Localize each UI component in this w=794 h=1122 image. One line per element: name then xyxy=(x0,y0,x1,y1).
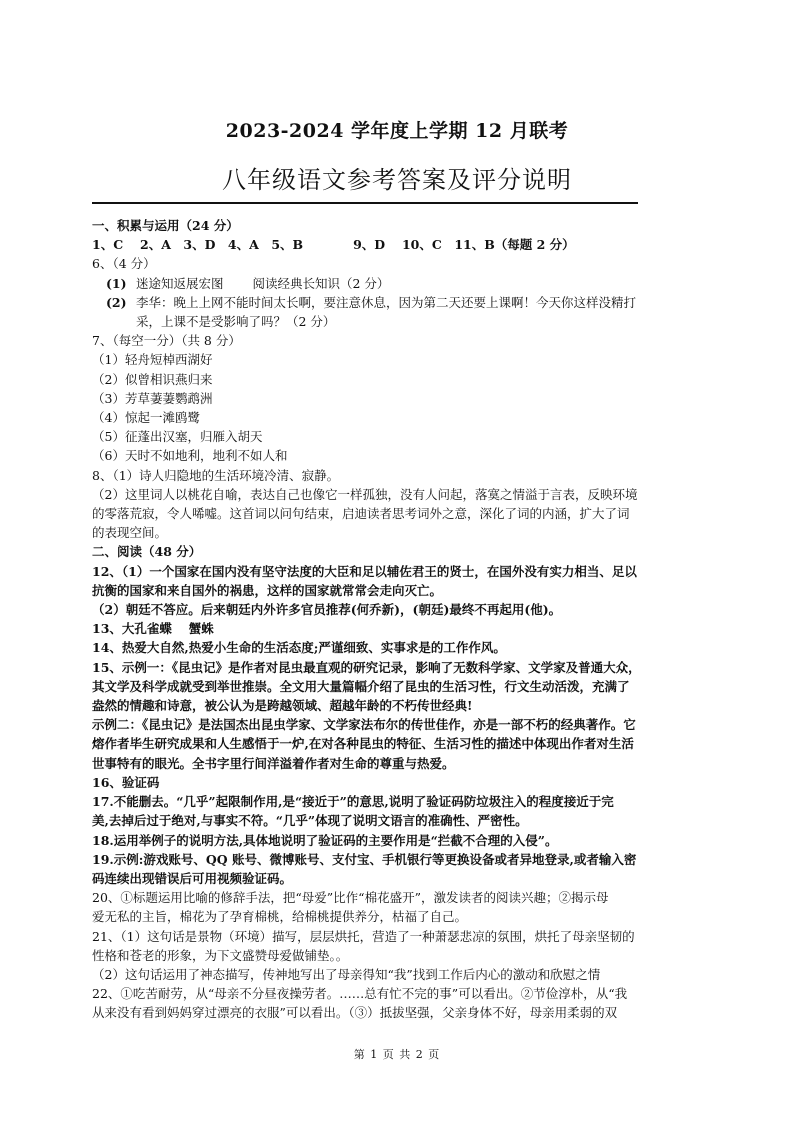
answer-q21-2: （2）这句话运用了神态描写，传神地写出了母亲得知“我”找到工作后内心的激动和欣慰之情 xyxy=(92,966,601,982)
title-divider xyxy=(92,202,638,204)
exam-title: 2023-2024 学年度上学期 12 月联考 xyxy=(225,120,569,142)
section-heading-reading: 二、阅读（48 分） xyxy=(92,544,202,560)
answer-q15-example2-cont: 熔作者毕生研究成果和人生感悟于一炉,在对各种昆虫的特征、生活习性的描述中体现出作者对生活 xyxy=(92,736,634,752)
answer-q7-5: （5）征蓬出汉塞，归雁入胡天 xyxy=(92,429,263,445)
answer-q12-2: （2）朝廷不答应。后来朝廷内外许多官员推荐(何乔新)，(朝廷)最终不再起用(他)。 xyxy=(92,602,562,618)
answer-q22: 22、①吃苦耐劳，从“母亲不分昼夜操劳者。……总有忙不完的事”可以看出。②节俭淳朴，从“我 xyxy=(92,986,628,1002)
item-number: (1) xyxy=(106,275,127,291)
answer-q20: 20、①标题运用比喻的修辞手法，把“母爱”比作“棉花盛开”，激发读者的阅读兴趣；②揭示母 xyxy=(92,890,609,906)
answer-q15-cont: 其文学及科学成就受到举世推崇。全文用大量篇幅介绍了昆虫的生活习性，行文生动活泼，充满了 xyxy=(92,678,630,694)
answer-q12-1-cont: 抗衡的国家和来自国外的祸患，这样的国家就常常会走向灭亡。 xyxy=(92,582,443,598)
answer-q15-example2-cont: 世事特有的眼光。全书字里行间洋溢着作者对生命的尊重与热爱。 xyxy=(92,755,455,771)
answer-q8-2: （2）这里词人以桃花自喻，表达自己也像它一样孤独，没有人问起，落寞之情溢于言表，反映环境 xyxy=(92,486,638,502)
answer-q19: 19.示例:游戏账号、QQ 账号、微博账号、支付宝、手机银行等更换设备或者异地登录,或者输入密 xyxy=(92,851,637,867)
answer-q7-1: （1）轻舟短棹西湖好 xyxy=(92,352,213,368)
answer-q21-1-cont: 性格和苍老的形象，为下文盛赞母爱做铺垫。。 xyxy=(92,947,349,963)
answer-q20-cont: 爱无私的主旨，棉花为了孕育棉桃，给棉桃提供养分，枯福了自己。 xyxy=(92,909,468,925)
answer-q17-cont: 美,去掉后过于绝对,与事实不符。“几乎”体现了说明文语言的准确性、严密性。 xyxy=(92,813,528,829)
answer-q13: 13、大孔雀蝶 蟹蛛 xyxy=(92,621,214,637)
answer-q14: 14、热爱大自然,热爱小生命的生活态度;严谨细致、实事求是的工作作风。 xyxy=(92,640,506,656)
answer-q6-2-cont: 采，上课不是受影响了吗？（2 分） xyxy=(136,314,336,330)
answer-q7-2: （2）似曾相识燕归来 xyxy=(92,371,213,387)
answer-q7-6: （6）天时不如地利，地利不如人和 xyxy=(92,448,288,464)
answer-q6-2 xyxy=(92,293,704,312)
answer-content xyxy=(92,216,704,1023)
section-heading-accumulation: 一、积累与运用（24 分） xyxy=(92,218,239,233)
answer-q16: 16、验证码 xyxy=(92,774,160,790)
answer-q22-cont: 从来没有看到妈妈穿过漂亮的衣服”可以看出。（③）抵拔坚强，父亲身体不好，母亲用柔弱的双 xyxy=(92,1005,618,1021)
answer-q8-1: 8、（1）诗人归隐地的生活环境冷清、寂静。 xyxy=(92,467,340,483)
item-number: (2) xyxy=(106,294,127,310)
answer-q15: 15、示例一：《昆虫记》是作者对昆虫最直观的研究记录，影响了无数科学家、文学家及普通大众， xyxy=(92,659,641,675)
item-text: 迷途知返展宏图 阅读经典长知识（2 分） xyxy=(136,275,390,291)
answer-q6-heading: 6、（4 分） xyxy=(92,256,156,272)
answer-q8-2-end: 的表现空间。 xyxy=(92,525,168,541)
answer-q12-1: 12、（1）一个国家在国内没有坚守法度的大臣和足以辅佐君王的贤士，在国外没有实力相当、足以 xyxy=(92,563,637,579)
answer-q15-cont: 盎然的情趣和诗意，被公认为是跨越领域、超越年龄的不朽传世经典! xyxy=(92,698,473,714)
document-subtitle: 八年级语文参考答案及评分说明 xyxy=(222,166,572,194)
answer-q6-1 xyxy=(92,274,704,293)
answer-q7-heading: 7、（每空一分）（共 8 分） xyxy=(92,333,241,349)
answer-q15-example2: 示例二：《昆虫记》是法国杰出昆虫学家、文学家法布尔的传世佳作，亦是一部不朽的经典著作。它 xyxy=(92,717,636,733)
answer-q7-4: （4）惊起一滩鸥鹭 xyxy=(92,410,200,426)
answer-q7-3: （3）芳草萋萋鹦鹉洲 xyxy=(92,390,213,406)
answer-q19-cont: 码连续出现错误后可用视频验证码。 xyxy=(92,870,293,886)
answer-q17: 17.不能删去。“几乎”起限制作用,是“接近于”的意思,说明了验证码防垃圾注入的程度接近于完 xyxy=(92,794,614,810)
answer-q21-1: 21、（1）这句话是景物（环境）描写，层层烘托，营造了一种萧瑟悲凉的氛围，烘托了母亲坚韧的 xyxy=(92,928,635,944)
page-number: 第 1 页 共 2 页 xyxy=(353,1048,441,1061)
item-text: 李华：晚上上网不能时间太长啊，要注意休息，因为第二天还要上课啊！今天你这样没精打 xyxy=(136,294,637,310)
answer-q8-2-cont: 的零落荒寂，令人唏嘘。这首词以问句结束，启迪读者思考词外之意，深化了词的内涵，扩大了词 xyxy=(92,506,630,522)
answer-q18: 18.运用举例子的说明方法,具体地说明了验证码的主要作用是“拦截不合理的入侵”。 xyxy=(92,832,558,848)
answer-q1-11: 1、C 2、A 3、D 4、A 5、B 9、D 10、C 11、B（每题 2 分） xyxy=(92,237,575,253)
